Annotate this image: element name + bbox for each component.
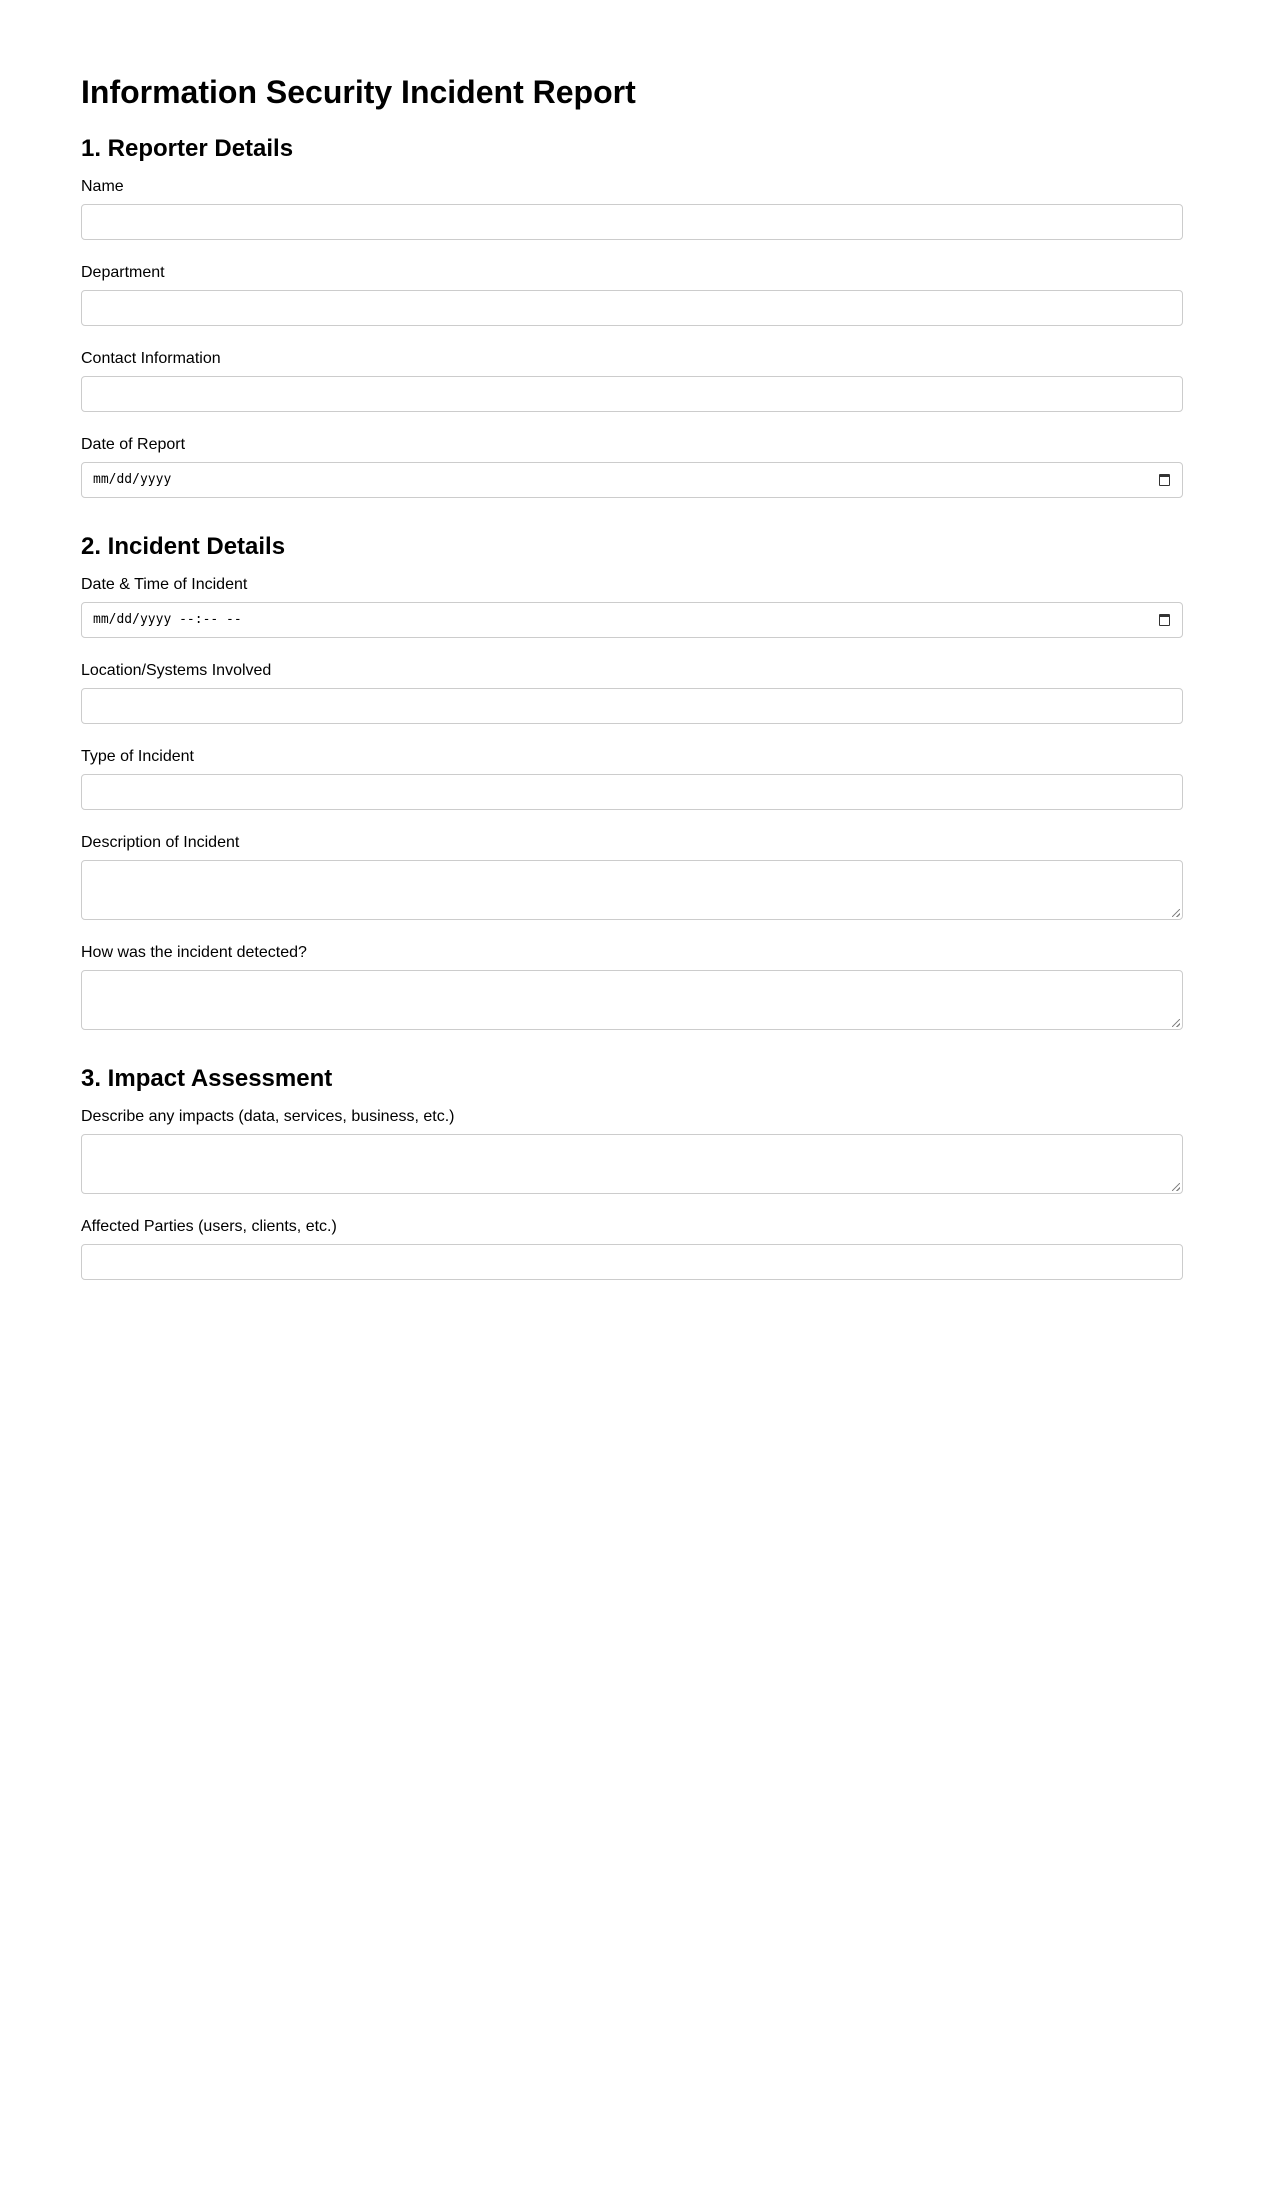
datetime-placeholder: mm/dd/yyyy --:-- -- <box>93 612 242 627</box>
field-affected-parties <box>81 1218 1182 1280</box>
resize-handle-icon[interactable] <box>1172 909 1180 917</box>
incident-type-label: Type of Incident <box>81 748 194 765</box>
incident-datetime-input[interactable] <box>81 602 1183 638</box>
field-location-systems <box>81 662 1182 724</box>
section-reporter-details <box>81 134 1182 498</box>
detection-method-textarea[interactable] <box>81 970 1183 1030</box>
field-contact-information <box>81 350 1182 412</box>
contact-information-label: Contact Information <box>81 350 221 367</box>
affected-parties-label: Affected Parties (users, clients, etc.) <box>81 1218 337 1235</box>
date-of-report-input[interactable] <box>81 462 1183 498</box>
field-impacts <box>81 1108 1182 1194</box>
impacts-label: Describe any impacts (data, services, business, etc.) <box>81 1108 455 1125</box>
location-systems-label: Location/Systems Involved <box>81 662 272 679</box>
field-detection-method <box>81 944 1182 1030</box>
department-label: Department <box>81 264 165 281</box>
field-department <box>81 264 1182 326</box>
section-impact-assessment <box>81 1064 1182 1280</box>
page-title: Information Security Incident Report <box>81 74 636 110</box>
incident-description-textarea[interactable] <box>81 860 1183 920</box>
field-incident-description <box>81 834 1182 920</box>
location-systems-input[interactable] <box>81 688 1183 724</box>
calendar-icon[interactable] <box>1159 614 1170 626</box>
detection-method-label: How was the incident detected? <box>81 944 307 961</box>
name-label: Name <box>81 178 124 195</box>
calendar-icon[interactable] <box>1159 474 1170 486</box>
date-placeholder: mm/dd/yyyy <box>93 472 172 487</box>
section-heading: 1. Reporter Details <box>81 135 294 162</box>
incident-description-label: Description of Incident <box>81 834 240 851</box>
section-incident-details <box>81 532 1182 1030</box>
field-incident-datetime <box>81 576 1182 638</box>
impacts-textarea[interactable] <box>81 1134 1183 1194</box>
resize-handle-icon[interactable] <box>1172 1183 1180 1191</box>
name-input[interactable] <box>81 204 1183 240</box>
affected-parties-input[interactable] <box>81 1244 1183 1280</box>
incident-datetime-label: Date & Time of Incident <box>81 576 248 593</box>
department-input[interactable] <box>81 290 1183 326</box>
section-heading: 3. Impact Assessment <box>81 1065 333 1092</box>
incident-type-input[interactable] <box>81 774 1183 810</box>
field-name <box>81 178 1182 240</box>
field-date-of-report <box>81 436 1182 498</box>
field-incident-type <box>81 748 1182 810</box>
contact-information-input[interactable] <box>81 376 1183 412</box>
section-heading: 2. Incident Details <box>81 533 286 560</box>
resize-handle-icon[interactable] <box>1172 1019 1180 1027</box>
date-of-report-label: Date of Report <box>81 436 186 453</box>
